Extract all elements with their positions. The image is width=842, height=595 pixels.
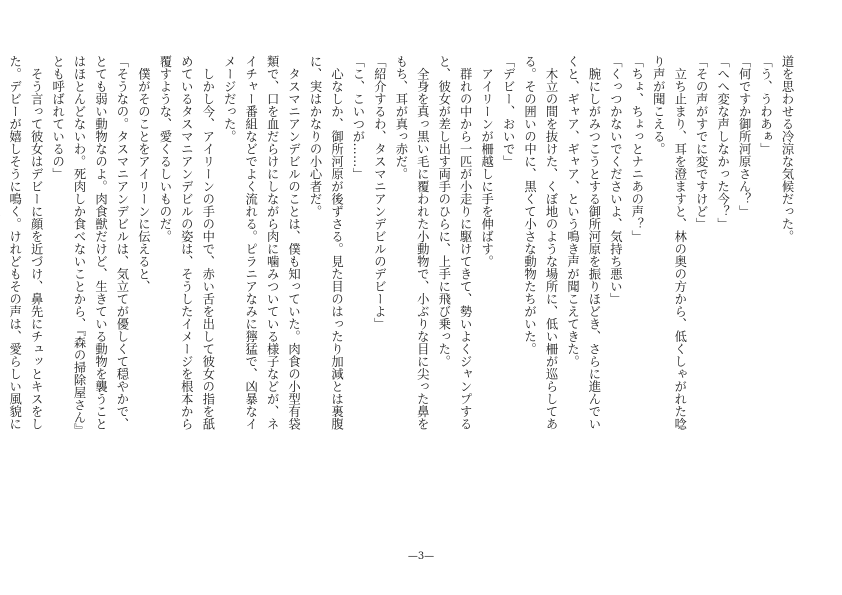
text-line: 「デビー、おいで」 [501, 55, 516, 168]
text-line: り声が聞こえる。 [651, 55, 666, 155]
text-line: 腕にしがみつこうとする御所河原を振りほどき、さらに進んでい [586, 55, 601, 430]
page-number: —3— [407, 551, 435, 562]
text-line: はほとんどないわ。死肉しか食べないことから、『森の掃除屋さん』 [72, 55, 87, 437]
text-line: とも呼ばれているの」 [50, 55, 65, 180]
text-line: る。その囲いの中に、黒くて小さな動物たちがいた。 [522, 55, 537, 355]
text-line: タスマニアンデビルのことは、僕も知っていた。肉食の小型有袋 [286, 55, 301, 430]
text-line: そう言って彼女はデビーに顔を近づけ、鼻先にチュッとキスをし [29, 55, 44, 430]
text-line: 全身を真っ黒い毛に覆われた小動物で、小ぶりな目に尖った鼻を [415, 55, 430, 430]
text-line: 「う、うわあぁ」 [758, 55, 773, 155]
text-line: 木立の間を抜けた、くぼ地のような場所に、低い柵が巡らしてあ [544, 55, 559, 430]
text-line: くと、ギャア、ギャア、という鳴き声が聞こえてきた。 [565, 55, 580, 368]
text-line: 道を思わせる冷涼な気候だった。 [780, 55, 794, 243]
text-line: 「何ですか御所河原さん？」 [737, 55, 752, 218]
text-line: とても弱い動物なのよ。肉食獣だけど、生きている動物を襲うこと [93, 55, 108, 430]
text-line: 「その声がすでに変ですけど」 [694, 55, 709, 230]
text-line: 僕がそのことをアイリーンに伝えると、 [136, 55, 151, 293]
text-line: た。デビーが嬉しそうに鳴く。けれどもその声は、愛らしい風貌に [7, 55, 22, 430]
text-line: アイリーンが柵越しに手を伸ばす。 [479, 55, 494, 268]
text-line: 「ちょ、ちょっとナニあの声？」 [629, 55, 644, 243]
text-line: 群れの中から一匹が小走りに駆けてきて、勢いよくジャンプする [458, 55, 473, 430]
text-line: しかし今、アイリーンの手の中で、赤い舌を出して彼女の指を舐 [200, 55, 215, 430]
text-line: 類で、口を血だらけにしながら肉に噛みついている様子などが、ネ [265, 55, 280, 430]
text-line: もち、耳が真っ赤だ。 [393, 55, 408, 180]
text-line: 立ち止まり、耳を澄ますと、林の奥の方から、低くしゃがれた唸 [672, 55, 687, 430]
text-line: イチャー番組などでよく流れる。ピラニアなみに獰猛で、凶暴なイ [243, 55, 258, 430]
text-line: 「そうなの。タスマニアンデビルは、気立てが優しくて穏やかで、 [114, 55, 129, 430]
text-line: 「へへ変な声しなかった今？」 [715, 55, 730, 230]
text-line: 覆すような、愛くるしいものだ。 [157, 55, 172, 243]
text-line [0, 55, 3, 533]
text-line: めているタスマニアンデビルの姿は、そうしたイメージを根本から [179, 55, 194, 430]
text-line: 心なしか、御所河原が後ずさる。見た目のはったり加減とは裏腹 [329, 55, 344, 430]
text-line: 「紹介するわ、タスマニアンデビルのデビーよ」 [372, 55, 387, 330]
text-line: 「くっつかないでくださいよ、気持ち悪い」 [608, 55, 623, 305]
text-line: 「こ、こいつが……」 [350, 55, 365, 180]
text-line: メージだった。 [222, 55, 237, 143]
text-line: と、彼女が差し出す両手のひらに、上手に飛び乗った。 [436, 55, 451, 368]
text-line: に、実はかなりの小心者だ。 [308, 55, 323, 218]
vertical-text-body [7, 55, 797, 533]
